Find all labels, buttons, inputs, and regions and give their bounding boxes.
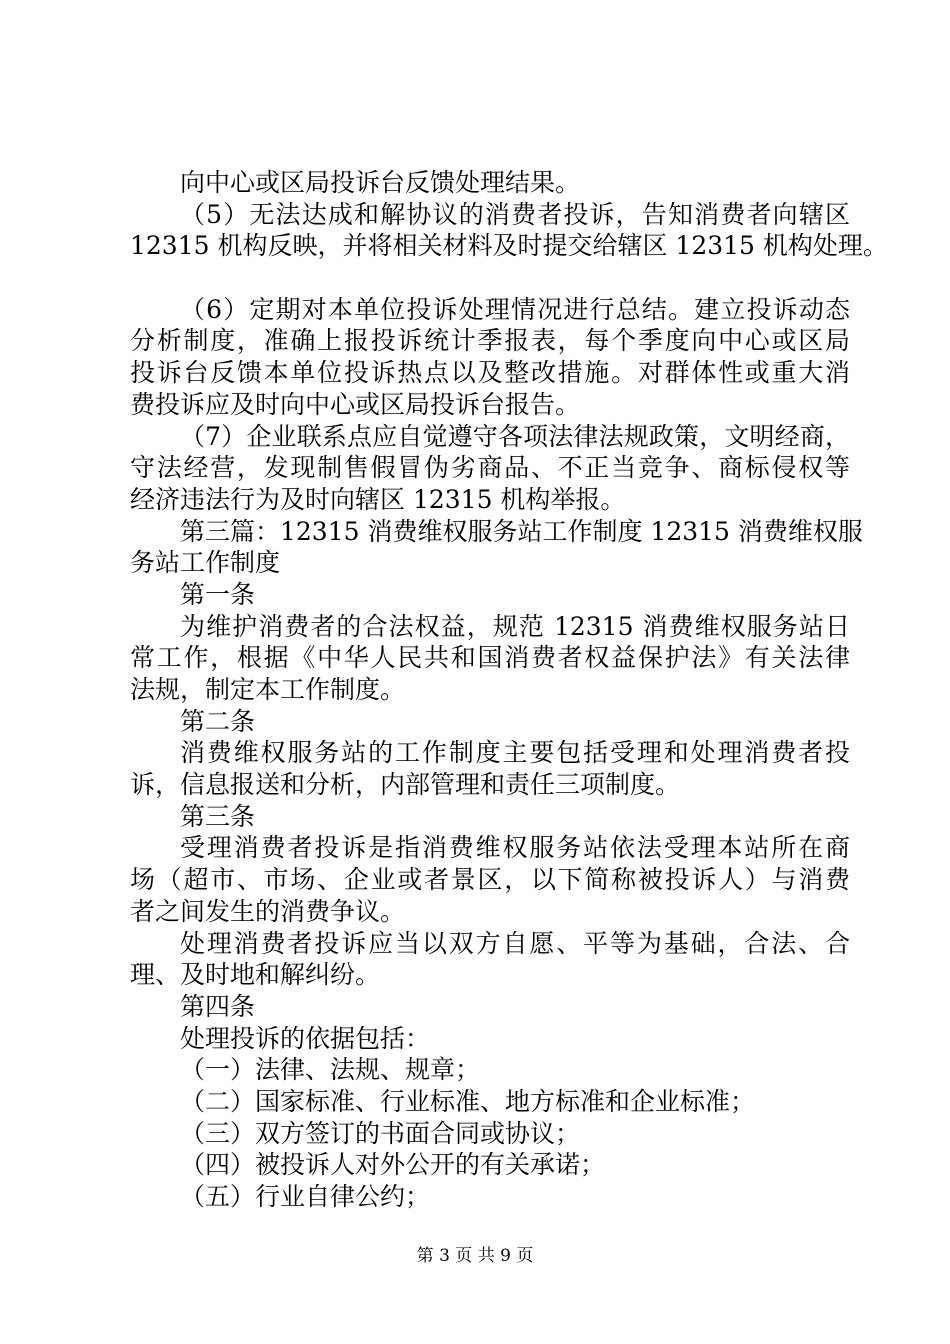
text-line: 者之间发生的消费争议。 [130,896,406,926]
text-line: 守法经营，发现制售假冒伪劣商品、不正当竞争、商标侵权等 [130,453,850,483]
text-line: 消费维权服务站的工作制度主要包括受理和处理消费者投 [180,738,850,768]
paragraph-gap [130,262,850,294]
text-line: （三）双方签订的书面合同或协议； [180,1118,581,1148]
text-line: （一）法律、法规、规章； [180,1055,481,1085]
text-line: （5）无法达成和解协议的消费者投诉，告知消费者向辖区 [180,199,850,229]
text-line: 经济违法行为及时向辖区 12315 机构举报。 [130,484,626,514]
text-line: 受理消费者投诉是指消费维权服务站依法受理本站所在商 [180,833,850,863]
text-line: 分析制度，准确上报投诉统计季报表，每个季度向中心或区局 [130,326,850,356]
text-line: 场（超市、市场、企业或者景区，以下简称被投诉人）与消费 [130,865,850,895]
text-line: 法规，制定本工作制度。 [130,675,406,704]
text-line: 处理消费者投诉应当以双方自愿、平等为基础，合法、合 [180,928,850,958]
text-line: （五）行业自律公约； [180,1182,431,1211]
text-line: 常工作，根据《中华人民共和国消费者权益保护法》有关法律 [130,643,850,673]
text-line: 诉，信息报送和分析，内部管理和责任三项制度。 [130,770,681,800]
text-line: 费投诉应及时向中心或区局投诉台报告。 [130,389,581,419]
text-line: （7）企业联系点应自觉遵守各项法律法规政策，文明经商， [180,421,850,451]
text-line: 向中心或区局投诉台反馈处理结果。 [180,168,581,197]
text-line: 第四条 [180,991,256,1021]
text-line: 务站工作制度 [130,548,281,578]
text-line: 第三篇：12315 消费维权服务站工作制度 12315 消费维权服 [180,516,863,546]
text-line: （二）国家标准、行业标准、地方标准和企业标准； [180,1086,756,1116]
text-line: 第一条 [180,579,256,609]
document-body [130,167,888,1213]
text-line: 第二条 [180,706,256,736]
text-line: 投诉台反馈本单位投诉热点以及整改措施。对群体性或重大消 [130,358,850,388]
text-line: 为维护消费者的合法权益，规范 12315 消费维权服务站日 [180,611,850,641]
text-line: 12315 机构反映，并将相关材料及时提交给辖区 12315 机构处理。 [130,231,888,261]
page-footer: 第 3 页 共 9 页 [416,1246,534,1266]
text-line: （6）定期对本单位投诉处理情况进行总结。建立投诉动态 [180,294,850,324]
text-line: 理、及时地和解纠纷。 [130,960,381,990]
text-line: （四）被投诉人对外公开的有关承诺； [180,1150,606,1180]
text-line: 处理投诉的依据包括： [180,1023,431,1053]
text-line: 第三条 [180,801,256,831]
